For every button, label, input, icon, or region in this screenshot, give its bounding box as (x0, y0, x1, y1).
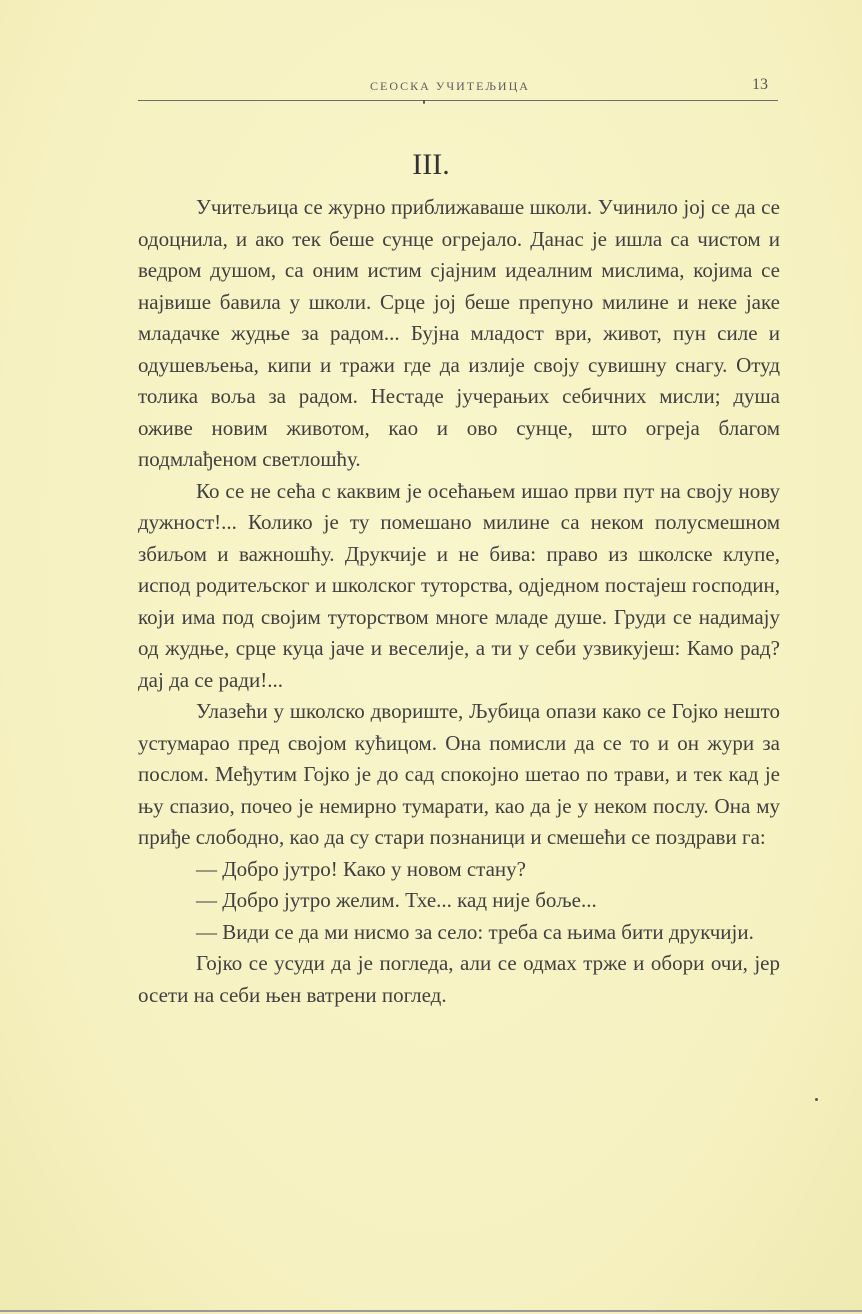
paragraph: Ко се не сећа с каквим је осећањем ишао први пут на своју нову дужност!... Колико је ту помешано милине са неком полусмешном збиљом и важношћу. Друкчије и не бива: право из школске клупе, испод родитељског и школског туторства, одједном постајеш господин, који има под својим туторством многе младе душе. Груди се надимају од жудње, срце куца јаче и веселије, а ти у себи узвикујеш: Камо рад? дај да се ради!... (138, 478, 780, 692)
dialogue-line: — Види се да ми нисмо за село: треба са њима бити друкчији. (196, 919, 754, 944)
chapter-heading: III. (412, 148, 450, 181)
page-edge (0, 1310, 862, 1312)
paragraph: Учитељица се журно приближаваше школи. Учинило јој се да се одоцнила, и ако тек беше сунце огрејало. Данас је ишла са чистом и ведром душом, са оним истим сјајним идеалним мислима, којима се највише бавила у школи. Срце јој беше препуно милине и неке јаке младачке жудње за радом... Бујна младост ври, живот, пун силе и одушевљења, кипи и тражи где да излије своју сувишну снагу. Отуд толика воља за радом. Нестаде јучерањих себичних мисли; душа оживе новим животом, као и ово сунце, што огреја благом подмлађеном светлошћу. (138, 195, 780, 471)
dialogue-line: — Добро јутро! Како у новом стану? (196, 856, 526, 881)
running-header (138, 74, 778, 101)
dialogue-line: — Добро јутро желим. Тхе... кад није боље... (196, 888, 597, 912)
paragraph: Улазећи у школско двориште, Љубица опази како се Гојко нешто устумарао пред својом кућицом. Она помисли да се то и он жури за послом. Међутим Гојко је до сад спокојно шетао по трави, и тек кад је њу спазио, почео је немирно тумарати, као да је у неком послу. Она му приђе слободно, као да су стари познаници и смешећи се поздрави га: (138, 699, 780, 849)
body-text (138, 192, 780, 1011)
paragraph: Гојко се усуди да је погледа, али се одмах трже и обори очи, јер осети на себи њен ватрени поглед. (138, 951, 780, 1007)
paper-speck (423, 100, 425, 104)
paper-speck (815, 1098, 818, 1101)
page-number: 13 (752, 76, 768, 93)
running-title: СЕОСКА УЧИТЕЉИЦА (370, 79, 530, 93)
